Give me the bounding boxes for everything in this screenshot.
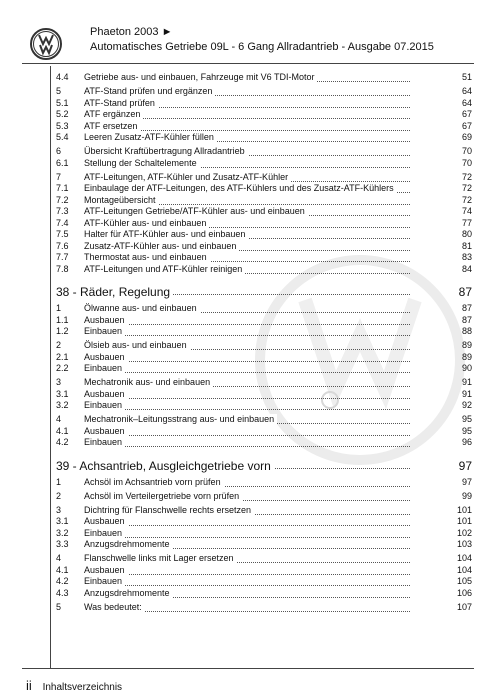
- toc-entry[interactable]: [56, 72, 472, 84]
- toc-entry[interactable]: [56, 490, 472, 503]
- toc-entry-number: 5.3: [56, 120, 69, 131]
- header-subtitle: Automatisches Getriebe 09L - 6 Gang Allradantrieb - Ausgabe 07.2015: [90, 41, 434, 53]
- toc-entry[interactable]: [56, 340, 472, 352]
- toc-entry-number: 7: [56, 171, 62, 182]
- toc-entry-number: 2: [56, 490, 62, 501]
- toc-entry[interactable]: [56, 576, 472, 588]
- toc-entry-number: 3: [56, 377, 62, 387]
- toc-page-number: 51: [461, 72, 472, 82]
- toc-page-number: 80: [461, 229, 472, 239]
- toc-entry[interactable]: [56, 516, 472, 528]
- footer-label: Inhaltsverzeichnis: [42, 682, 123, 693]
- toc-entry[interactable]: [56, 240, 472, 253]
- toc-entry-title: Anzugsdrehmomente: [84, 588, 173, 598]
- toc-chapter[interactable]: [56, 285, 472, 299]
- toc-entry[interactable]: [56, 183, 472, 195]
- toc-page-number: 104: [456, 564, 472, 575]
- header-divider: [22, 63, 474, 64]
- toc-entry-title: Einbauen: [84, 437, 125, 447]
- toc-entry[interactable]: [56, 363, 472, 375]
- toc-entry[interactable]: [56, 206, 472, 218]
- toc-chapter[interactable]: [56, 458, 472, 473]
- toc-entry[interactable]: [56, 314, 472, 327]
- toc-entry-title: Ölsieb aus- und einbauen: [84, 340, 190, 350]
- toc-entry[interactable]: [56, 109, 472, 121]
- toc-entry-number: 4.3: [56, 587, 69, 598]
- toc-page-number: 88: [461, 326, 472, 336]
- toc-entry-title: ATF ersetzen: [84, 121, 140, 131]
- toc-entry[interactable]: [56, 351, 472, 364]
- toc-entry-title: Einbauen: [84, 576, 125, 586]
- toc-page-number: 97: [461, 476, 472, 487]
- toc-entry[interactable]: [56, 601, 472, 614]
- toc-entry[interactable]: [56, 388, 472, 401]
- toc-page-number: 89: [461, 351, 472, 362]
- toc-page-number: 72: [461, 171, 472, 182]
- toc-entry-title: Ausbauen: [84, 315, 128, 325]
- toc-entry-number: 4: [56, 553, 62, 563]
- toc-entry-title: Ausbauen: [84, 516, 128, 526]
- toc-entry-title: Mechatronik aus- und einbauen: [84, 377, 213, 387]
- toc-entry-number: 7.8: [56, 263, 69, 274]
- toc-page-number: 91: [461, 388, 472, 399]
- toc-page-number: 72: [461, 183, 472, 193]
- toc-entry-number: 1.1: [56, 314, 69, 325]
- toc-entry-title: Mechatronik–Leitungsstrang aus- und einbauen: [84, 414, 277, 424]
- toc-entry[interactable]: [56, 97, 472, 110]
- toc-entry-title: Anzugsdrehmomente: [84, 539, 173, 549]
- toc-entry-title: Einbauen: [84, 363, 125, 373]
- toc-page-number: 106: [456, 587, 472, 598]
- toc-entry-number: 4.1: [56, 564, 69, 575]
- toc-entry-title: Einbauen: [84, 326, 125, 336]
- toc-entry-number: 2: [56, 340, 62, 350]
- toc-entry-number: 6: [56, 146, 62, 156]
- toc-page-number: 89: [461, 340, 472, 350]
- page-header: [22, 22, 474, 64]
- toc-page-number: 90: [461, 363, 472, 373]
- toc-entry-title: Leeren Zusatz-ATF-Kühler füllen: [84, 132, 217, 142]
- toc-entry-title: Ausbauen: [84, 565, 128, 575]
- toc-page-number: 64: [461, 86, 472, 96]
- toc-entry-title: Halter für ATF-Kühler aus- und einbauen: [84, 229, 248, 239]
- toc-entry[interactable]: [56, 326, 472, 338]
- toc-entry[interactable]: [56, 132, 472, 144]
- toc-entry-number: 5: [56, 601, 62, 612]
- toc-page-number: 87: [458, 285, 472, 299]
- toc-entry-number: 4.4: [56, 72, 69, 82]
- toc-entry[interactable]: [56, 400, 472, 412]
- toc-entry[interactable]: [56, 146, 472, 158]
- toc-entry-title: Übersicht Kraftübertragung Allradantrieb: [84, 146, 248, 156]
- toc-entry[interactable]: [56, 504, 472, 517]
- toc-page-number: 83: [461, 252, 472, 262]
- toc-page-number: 69: [461, 132, 472, 142]
- toc-entry-title: Ausbauen: [84, 352, 128, 362]
- header-title: Phaeton 2003 ►: [90, 26, 173, 38]
- toc-entry-number: 3.2: [56, 527, 69, 538]
- toc-entry[interactable]: [56, 217, 472, 230]
- toc-entry-number: 7.4: [56, 217, 69, 228]
- toc-page-number: 99: [461, 490, 472, 501]
- toc-entry-number: 1: [56, 476, 62, 487]
- toc-entry-title: Was bedeutet:: [84, 602, 145, 612]
- toc-page-number: 96: [461, 437, 472, 447]
- toc-page-number: 81: [461, 240, 472, 251]
- toc-entry[interactable]: [56, 303, 472, 315]
- toc-entry-number: 1.2: [56, 326, 69, 336]
- toc-page-number: 72: [461, 194, 472, 205]
- toc-page-number: 101: [456, 516, 472, 526]
- toc-entry-number: 2.2: [56, 363, 69, 373]
- toc-entry-title: ATF ergänzen: [84, 109, 143, 119]
- toc-entry-number: 7.6: [56, 240, 69, 251]
- toc-entry-number: 4: [56, 414, 62, 424]
- toc-entry-number: 5.2: [56, 109, 69, 119]
- toc-entry-title: Einbauen: [84, 528, 125, 538]
- toc-entry[interactable]: [56, 527, 472, 540]
- toc-entry-title: ATF-Stand prüfen und ergänzen: [84, 86, 215, 96]
- toc-page-number: 91: [461, 377, 472, 387]
- toc-entry-number: 7.7: [56, 252, 69, 262]
- toc-entry[interactable]: [56, 120, 472, 133]
- toc-entry-title: Ausbauen: [84, 389, 128, 399]
- toc-page-number: 101: [456, 504, 472, 515]
- toc-entry[interactable]: [56, 86, 472, 98]
- toc-entry-number: 4.2: [56, 437, 69, 447]
- toc-page-number: 95: [461, 414, 472, 424]
- toc-entry-title: ATF-Leitungen Getriebe/ATF-Kühler aus- und einbauen: [84, 206, 308, 216]
- toc-entry[interactable]: [56, 414, 472, 426]
- toc-entry-number: 3: [56, 504, 62, 515]
- toc-entry-number: 7.2: [56, 194, 69, 205]
- toc-entry-title: Dichtring für Flanschwelle rechts ersetzen: [84, 505, 254, 515]
- toc-entry[interactable]: [56, 194, 472, 207]
- toc-entry-title: Einbaulage der ATF-Leitungen, des ATF-Kühlers und des Zusatz-ATF-Kühlers: [84, 183, 397, 193]
- toc-entry-number: 3.1: [56, 388, 69, 399]
- toc-page-number: 87: [461, 303, 472, 313]
- toc-entry-number: 4.2: [56, 576, 69, 586]
- toc-page-number: 84: [461, 263, 472, 274]
- toc-entry[interactable]: [56, 476, 472, 489]
- toc-entry-title: 39 - Achsantrieb, Ausgleichgetriebe vorn: [56, 459, 274, 473]
- toc-entry-title: Achsöl im Achsantrieb vorn prüfen: [84, 477, 224, 487]
- toc-page-number: 103: [456, 539, 472, 549]
- toc-page-number: 104: [456, 553, 472, 563]
- page-number: ii: [26, 678, 32, 693]
- toc-page-number: 107: [456, 601, 472, 612]
- toc-entry[interactable]: [56, 437, 472, 449]
- toc-page-number: 102: [456, 527, 472, 538]
- toc-entry[interactable]: [56, 377, 472, 389]
- toc-page-number: 74: [461, 206, 472, 216]
- toc-entry[interactable]: [56, 553, 472, 565]
- toc-entry[interactable]: [56, 587, 472, 600]
- toc-page-number: 87: [461, 314, 472, 325]
- toc-entry-title: ATF-Leitungen, ATF-Kühler und Zusatz-ATF-Kühler: [84, 172, 291, 182]
- toc-page-number: 64: [461, 97, 472, 108]
- toc-entry-number: 7.3: [56, 206, 69, 216]
- footer-divider: [22, 668, 474, 669]
- toc-entry-title: Achsöl im Verteilergetriebe vorn prüfen: [84, 491, 242, 501]
- toc-entry-title: Montageübersicht: [84, 195, 159, 205]
- toc-entry-number: 7.1: [56, 183, 69, 193]
- toc-entry[interactable]: [56, 157, 472, 170]
- toc-entry[interactable]: [56, 171, 472, 184]
- toc-entry-title: Thermostat aus- und einbauen: [84, 252, 210, 262]
- toc-entry-title: ATF-Stand prüfen: [84, 98, 158, 108]
- toc-page-number: 105: [456, 576, 472, 586]
- toc-entry-number: 3.3: [56, 539, 69, 549]
- toc-entry-title: Ausbauen: [84, 426, 128, 436]
- toc-page-number: 70: [461, 146, 472, 156]
- toc-entry-number: 5.4: [56, 132, 69, 142]
- toc-entry-title: Getriebe aus- und einbauen, Fahrzeuge mit V6 TDI-Motor: [84, 72, 317, 82]
- toc-page-number: 77: [461, 217, 472, 228]
- toc-entry-title: Stellung der Schaltelemente: [84, 158, 200, 168]
- toc-entry-number: 5: [56, 86, 62, 96]
- toc-entry-title: Einbauen: [84, 400, 125, 410]
- toc-entry-title: Flanschwelle links mit Lager ersetzen: [84, 553, 237, 563]
- toc-entry[interactable]: [56, 539, 472, 551]
- toc-entry-number: 7.5: [56, 229, 69, 239]
- toc-entry-title: ATF-Kühler aus- und einbauen: [84, 218, 209, 228]
- toc-page-number: 97: [458, 458, 472, 473]
- toc-entry-number: 1: [56, 303, 62, 313]
- toc-entry[interactable]: [56, 252, 472, 264]
- toc-entry-title: 38 - Räder, Regelung: [56, 285, 173, 299]
- toc-entry-number: 3.1: [56, 516, 69, 526]
- toc-entry-number: 5.1: [56, 97, 69, 108]
- toc-entry[interactable]: [56, 425, 472, 438]
- toc-page-number: 92: [461, 400, 472, 410]
- toc-page-number: 67: [461, 120, 472, 131]
- page-footer: [26, 678, 122, 693]
- toc-entry-title: ATF-Leitungen und ATF-Kühler reinigen: [84, 264, 245, 274]
- toc-entry-number: 4.1: [56, 425, 69, 436]
- toc-page-number: 95: [461, 425, 472, 436]
- toc-entry[interactable]: [56, 263, 472, 276]
- toc-entry-number: 3.2: [56, 400, 69, 410]
- toc-entry-number: 6.1: [56, 157, 69, 168]
- toc-entry-title: Ölwanne aus- und einbauen: [84, 303, 200, 313]
- toc-entry-number: 2.1: [56, 351, 69, 362]
- vw-logo-icon: [30, 28, 62, 60]
- toc-entry[interactable]: [56, 564, 472, 577]
- toc-entry[interactable]: [56, 229, 472, 241]
- toc-page-number: 70: [461, 157, 472, 168]
- toc-page-number: 67: [461, 109, 472, 119]
- toc-entry-title: Zusatz-ATF-Kühler aus- und einbauen: [84, 241, 239, 251]
